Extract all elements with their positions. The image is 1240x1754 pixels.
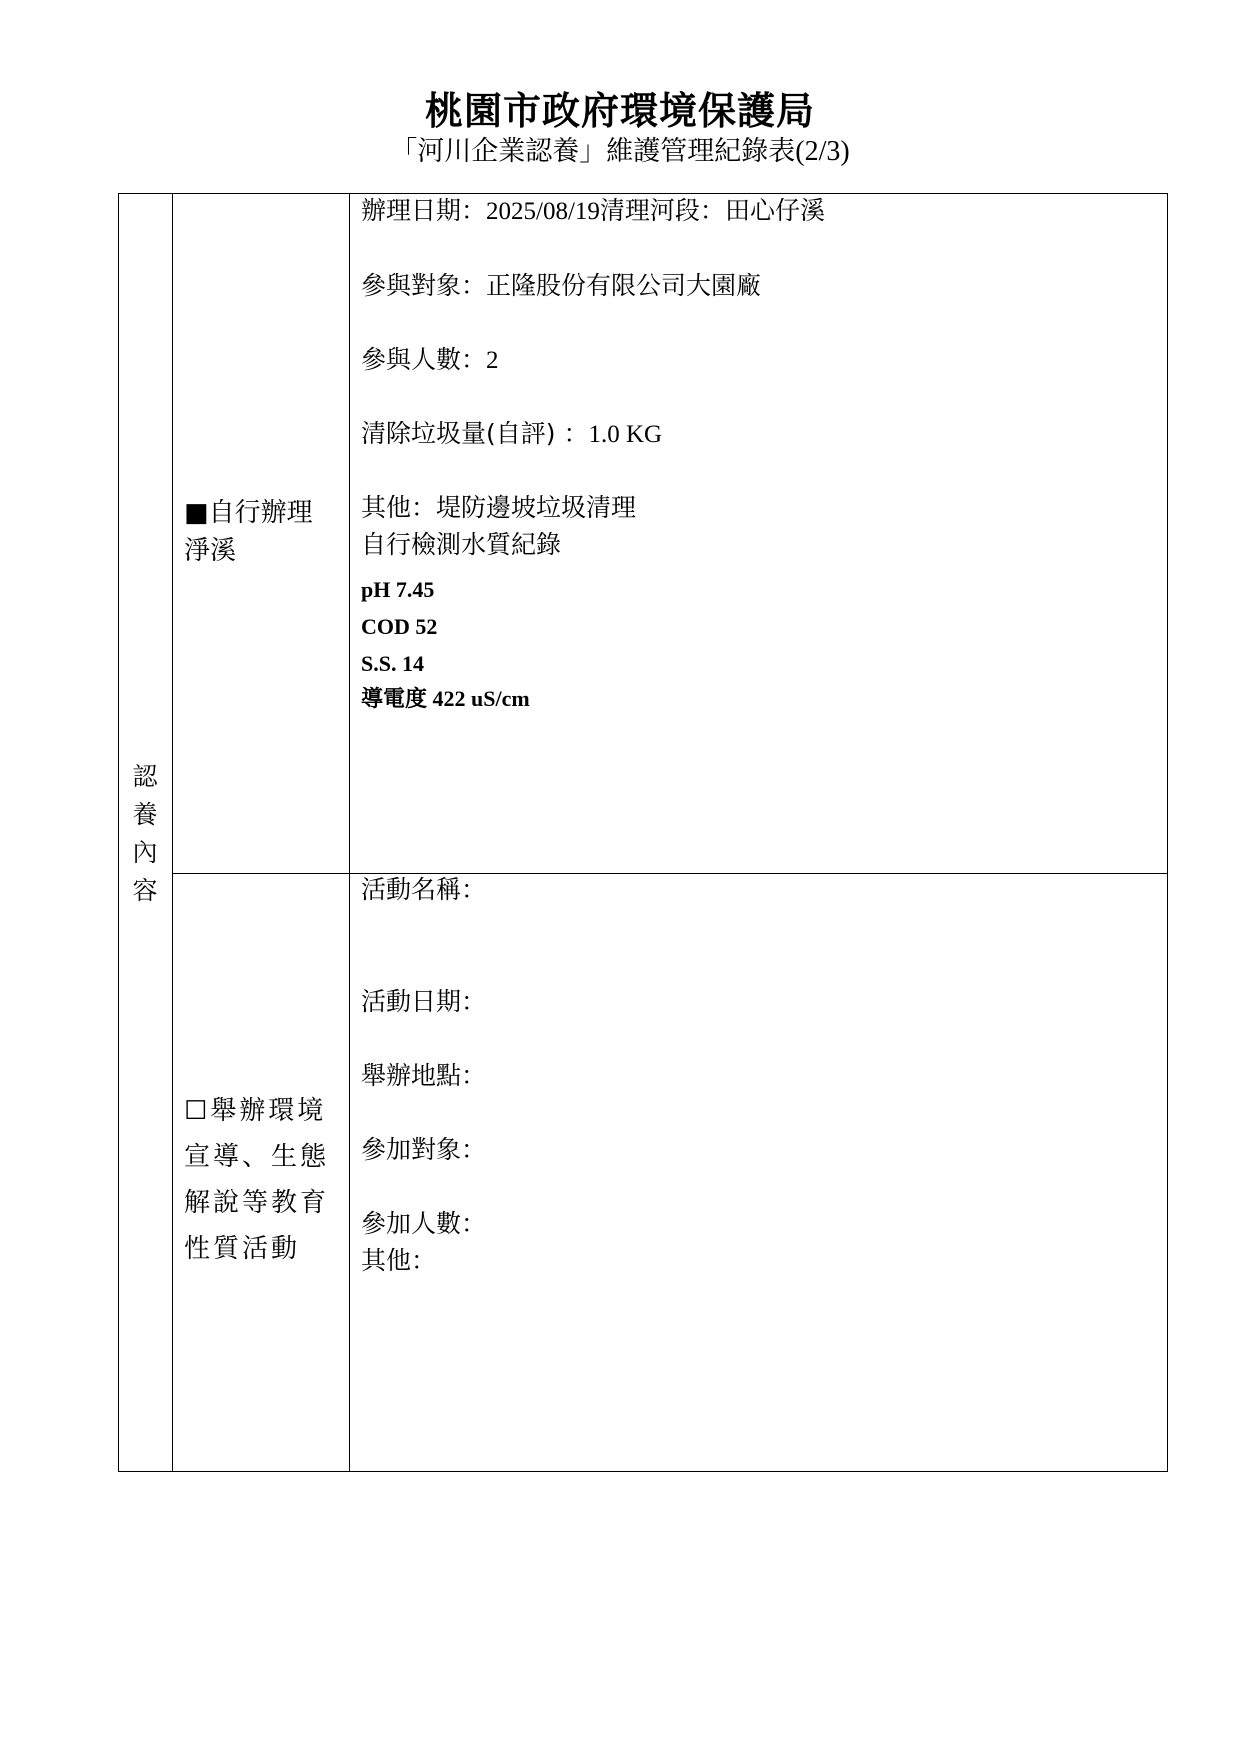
- participant-count-value: 2: [486, 347, 499, 374]
- activity-target-label: 參加對象：: [361, 1135, 487, 1164]
- participant-value: 正隆股份有限公司大園廠: [486, 271, 762, 300]
- activity-location-label: 舉辦地點：: [361, 1061, 487, 1090]
- cleanup-date-row: 辦理日期：2025/08/19清理河段：田心仔溪: [361, 196, 825, 225]
- measurement-cod: COD 52: [361, 614, 438, 639]
- activity-count-label: 參加人數：: [361, 1209, 487, 1238]
- category-self-cleanup: ■自行辦理 淨溪: [184, 498, 313, 566]
- river-section-value: 田心仔溪: [724, 196, 825, 225]
- measurement-conductivity: 導電度 422 uS/cm: [361, 686, 530, 711]
- side-label-adoption-content: 認 養 內 容: [132, 762, 158, 905]
- activity-name-label: 活動名稱：: [361, 875, 487, 904]
- other-value: 堤防邊坡垃圾清理: [436, 493, 637, 522]
- activity-date-label: 活動日期：: [361, 987, 487, 1016]
- cleanup-date-value: 2025/08/19: [486, 198, 600, 225]
- measurement-ph: pH 7.45: [361, 577, 435, 602]
- document-title: 桃園市政府環境保護局: [424, 89, 815, 133]
- table-divider-1: [172, 193, 173, 1472]
- document-subtitle: [0, 134, 1240, 170]
- table-divider-2: [349, 193, 350, 1472]
- participant-row: 參與對象：正隆股份有限公司大園廠: [361, 271, 762, 300]
- record-table: [118, 193, 1168, 1472]
- category-education-activity: ☐舉辦環境 宣導、生態 解說等教育 性質活動: [184, 1096, 330, 1264]
- garbage-amount-row: 清除垃圾量(自評) ：1.0 KG: [361, 419, 663, 448]
- participant-count-row: 參與人數：2: [361, 345, 499, 374]
- garbage-amount-value: ：1.0 KG: [563, 421, 663, 448]
- activity-other-label: 其他：: [361, 1246, 437, 1275]
- subtitle-page: (2/3): [795, 136, 850, 167]
- row-divider: [172, 873, 1168, 874]
- measurement-ss: S.S. 14: [361, 651, 424, 676]
- other-row: 其他：堤防邊坡垃圾清理: [361, 493, 637, 522]
- water-quality-record: 自行檢測水質紀錄: [361, 530, 562, 559]
- subtitle-text: 「河川企業認養」維護管理紀錄表: [390, 136, 796, 167]
